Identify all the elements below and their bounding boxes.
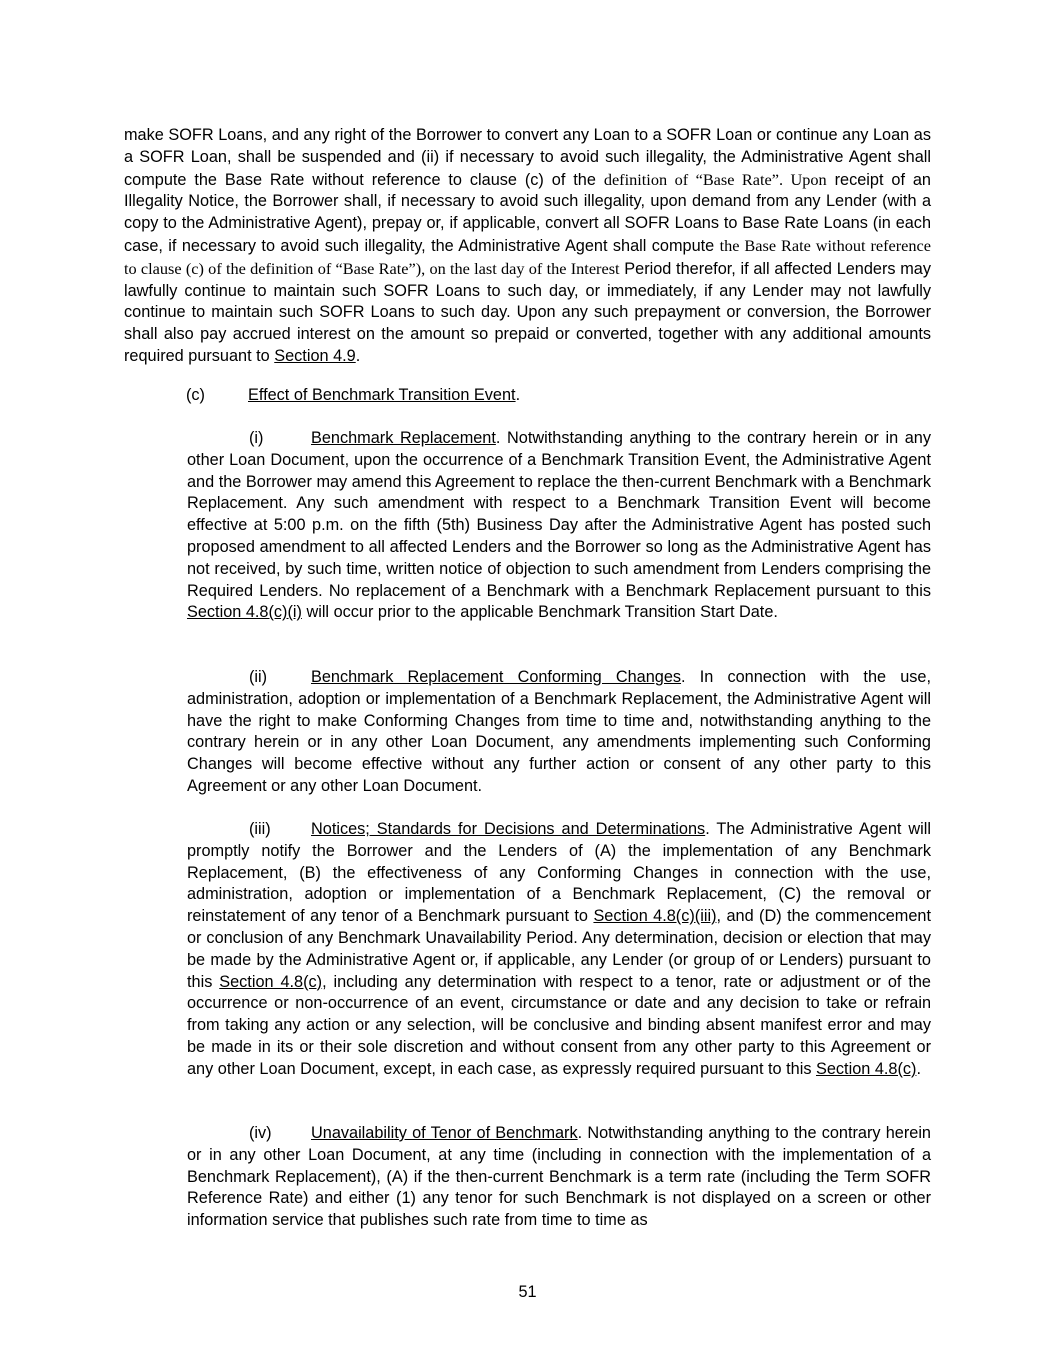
text-run-serif: definition of “Base Rate”. Upon [603, 169, 827, 189]
clause-title: Benchmark Replacement Conforming Changes [311, 668, 682, 686]
section-reference: Section 4.8(c) [816, 1059, 917, 1078]
section-reference: Section 4.8(c)(i) [187, 603, 302, 622]
subsection-title: Effect of Benchmark Transition Event [248, 386, 516, 404]
text-run: . [916, 1059, 921, 1078]
clause-number: (i) [249, 429, 264, 447]
text-run: . Notwithstanding anything to the contrary herein or in any other Loan Document, upon the occurrence of a Benchmark Transition Event, the Administrative Agent and the Borrower may amend this Agreement to replace the then-current Benchmark with a Benchmark Replacement. Any such amendment with respect to a Benchmark Transition Event will become effective at 5:00 p.m. on the fifth (5th) Business Day after the Administrative Agent has posted such proposed amendment to all affected Lenders and the Borrower so long as the Administrative Agent has not received, by such time, written notice of objection to such amendment from Lenders comprising the Required Lenders. No replacement of a Benchmark with a Benchmark Replacement pursuant to this [187, 429, 931, 600]
clause-iii [187, 819, 931, 1081]
page-number: 51 [518, 1283, 537, 1301]
text-run: . The Administrative Agent will promptly notify the Borrower and the Lenders of (A) the implementation of any Benchmark Replacement, (B) the effectiveness of any Conforming Changes in connection with the use, administration, adoption or implementation of a Benchmark Replacement, (C) the removal or reinstatement of any tenor of a Benchmark pursuant to [187, 820, 932, 926]
clause-iv [187, 1123, 931, 1232]
text-run: Period therefor, if all affected Lenders may lawfully continue to maintain such SOFR Loans to such day, or immediately, if any Lender may not lawfully continue to maintain such SOFR Loans to such day. Upon any such prepayment or conversion, the Borrower shall also pay accrued interest on the amount so prepaid or converted, together with any additional amounts required pursuant to [124, 259, 932, 365]
text-run: . [355, 346, 361, 365]
paragraph-number: (c) [186, 386, 205, 404]
clause-title: Benchmark Replacement [311, 429, 496, 447]
section-reference: Section 4.8(c) [219, 972, 323, 991]
text-run: , including any determination with respect to a tenor, rate or adjustment or of the occurrence or non-occurrence of an event, circumstance or date and any decision to take or refrain from taking any action or any selection, will be conclusive and binding absent manifest error and may be made in its or their sole discretion and without consent from any other party to this Agreement or any other Loan Document, except, in each case, as expressly required pursuant to this [187, 972, 931, 1078]
text-run: make SOFR Loans, and any right of the Borrower to convert any Loan to a SOFR Loan or continue any Loan as a SOFR Loan, shall be suspended and (ii) if necessary to avoid such illegality, the Administrative Agent shall compute the Base Rate without reference to clause (c) of the [124, 126, 931, 189]
paragraph-continuation [124, 125, 931, 368]
text-run: . [515, 386, 521, 404]
clause-number: (iv) [249, 1124, 272, 1142]
clause-title: Unavailability of Tenor of Benchmark [311, 1124, 578, 1142]
text-run: . Notwithstanding anything to the contrary herein or in any other Loan Document, at any time (including in connection with the implementation of a Benchmark Replacement), (A) if the then-current Benchmark is a term rate (including the Term SOFR Reference Rate) and either (1) any tenor for such Benchmark is not displayed on a screen or other information service that publishes such rate from time to time as [187, 1124, 931, 1230]
clause-title: Notices; Standards for Decisions and Determinations [311, 820, 706, 838]
text-run: receipt of an Illegality Notice, the Borrower shall, if necessary to avoid such illegality, upon demand from any Lender (with a copy to the Administrative Agent), prepay or, if applicable, convert all SOFR Loans to Base Rate Loans (in each case, if necessary to avoid such illegality, the Administrative Agent shall compute [124, 170, 931, 255]
clause-ii [187, 667, 931, 798]
clause-number: (iii) [249, 820, 271, 838]
text-run: , and (D) the commencement or conclusion of any Benchmark Unavailability Period. Any determination, decision or election that may be made by the Administrative Agent or, if applicable, any Lender (or group of or Lenders) pursuant to this [187, 907, 931, 991]
clause-number: (ii) [249, 668, 268, 686]
section-reference: Section 4.9 [274, 346, 356, 365]
text-run-serif: the Base Rate without reference to clause (c) of the definition of “Base Rate”), on the last day of the Interest [124, 235, 931, 278]
section-reference: Section 4.8(c)(iii) [593, 907, 717, 926]
text-run: . In connection with the use, administration, adoption or implementation of a Benchmark Replacement, the Administrative Agent will have the right to make Conforming Changes from time to time and, notwithstanding anything to the contrary herein or in any other Loan Document, any amendments implementing such Conforming Changes will become effective without any further action or consent of any other party to this Agreement or any other Loan Document. [187, 668, 931, 795]
clause-i [187, 428, 931, 624]
subsection-c-heading [124, 385, 931, 407]
text-run: will occur prior to the applicable Benchmark Transition Start Date. [301, 603, 778, 622]
